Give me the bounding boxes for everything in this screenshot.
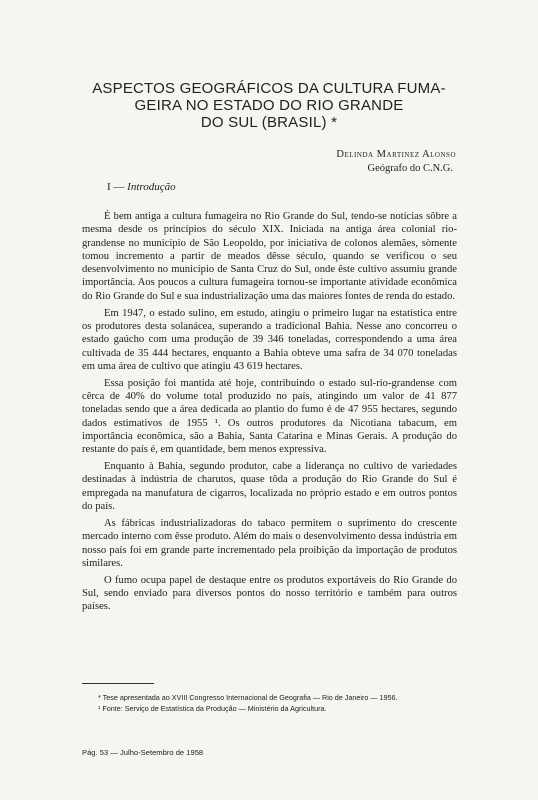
paragraph: Enquanto à Bahia, segundo produtor, cabe a liderança no cultivo de variedades destinadas à indústria de charutos, quase tôda a produção do Rio Grande do Sul é empregada na manufatura de cigarros, localizada no próprio estado e em outros pontos do país. [82,461,457,513]
paragraph: Essa posição foi mantida até hoje, contribuindo o estado sul-rio-grandense com cêrca de 40% do volume total produzido no país, atingindo um valor de 41 877 toneladas sendo que a área dedicada ao plantio do fumo é de 47 955 hectares, segundo dados estimativos de 1955 ¹. Os outros produtores da Nicotiana tabacum, em importância econômica, são a Bahia, Santa Catarina e Minas Gerais. A produção do restante do país é, em quantidade, bem menos expressiva. [82,377,457,456]
page-footer: Pág. 53 — Julho-Setembro de 1958 [82,748,204,757]
title-line-1: ASPECTOS GEOGRÁFICOS DA CULTURA FUMA- [92,80,446,97]
title-line-3: DO SUL (BRASIL) * [200,114,338,131]
article-body [82,210,457,617]
paragraph: É bem antiga a cultura fumageira no Rio Grande do Sul, tendo-se notícias sôbre a mesma desde os princípios do século XIX. Iniciada na antiga área colonial rio-grandense no município de São Leopoldo, por iniciativa de colonos alemães, sòmente tomou incremento a partir de meados dêsse século, quando se verificou o seu desenvolvimento no município de Santa Cruz do Sul, onde êste cultivo assumiu grande importância. Aos poucos a cultura fumageira tornou-se importante atividade econômica do Rio Grande do Sul e sua industrialização uma das maiores fontes de renda do estado. [82,211,457,302]
author-role: Geógrafo do C.N.G. [367,163,453,174]
section-heading [107,181,176,193]
author-name: Delinda Martinez Alonso [336,149,456,160]
paragraph: Em 1947, o estado sulino, em estudo, atingiu o primeiro lugar na estatística entre os produtores desta solanácea, superando a tradicional Bahia. Nesse ano concorreu o estado gaúcho com uma produção de 39 346 toneladas, correspondendo a uma área cultivada de 35 444 hectares, enquanto a Bahia obteve uma safra de 34 070 toneladas em uma área de cultivo que atingiu 43 619 hectares. [82,307,457,372]
section-title: Introdução [127,181,176,193]
footnotes [98,692,458,714]
footnote-divider [82,683,154,684]
paragraph: As fábricas industrializadoras do tabaco permitem o suprimento do crescente mercado interno com êsse produto. Além do mais o desenvolvimento dessa indústria em nosso país foi em grande parte incrementado pela proibição da importação de produtos similares. [82,517,457,569]
title-line-2: GEIRA NO ESTADO DO RIO GRANDE [134,97,404,114]
article-title [60,80,478,131]
author-block [206,148,456,176]
section-number: I — [107,181,125,193]
footnote: ¹ Fonte: Serviço de Estatística da Produção — Ministério da Agricultura. [98,704,327,713]
paragraph: O fumo ocupa papel de destaque entre os produtos exportáveis do Rio Grande do Sul, sendo enviado para diversos pontos do nosso território e também para outros países. [82,574,457,613]
footnote: * Tese apresentada ao XVIII Congresso Internacional de Geografia — Rio de Janeiro — 1956. [98,693,398,702]
